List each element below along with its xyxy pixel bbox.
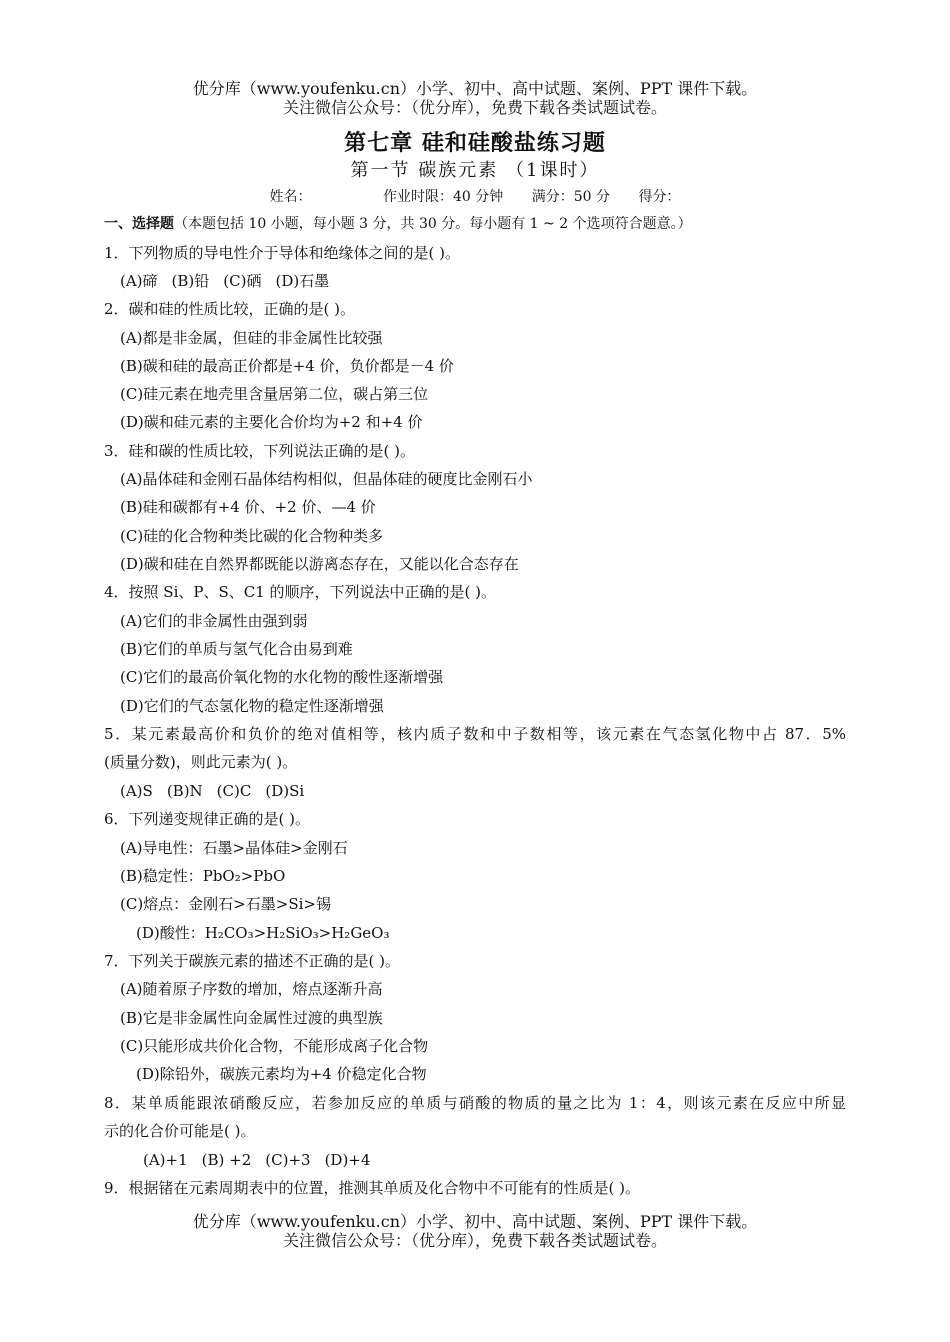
question-7-stem: 7．下列关于碳族元素的描述不正确的是( )。 [104,952,401,970]
question-8-stem-line-2: 示的化合价可能是( )。 [104,1122,256,1140]
question-4-option-d: (D)它们的气态氢化物的稳定性逐渐增强 [120,697,384,715]
option-a: (A)S [120,782,153,800]
bottom-banner [0,1212,950,1250]
question-3-option-c: (C)硅的化合物种类比碳的化合物种类多 [120,527,384,545]
option-c: (C)硒 [223,272,262,290]
chapter-title: 第七章 硅和硅酸盐练习题 [344,131,606,156]
option-c: (C)+3 [265,1151,311,1169]
option-d: (D)+4 [324,1151,371,1169]
section-title: 一、选择题 [104,216,174,232]
top-banner [0,79,950,117]
option-b: (B) +2 [201,1151,252,1169]
question-4-option-c: (C)它们的最高价氧化物的水化物的酸性逐渐增强 [120,668,444,686]
option-b: (B)N [166,782,203,800]
question-7-option-a: (A)随着原子序数的增加，熔点逐渐升高 [120,980,383,998]
name-label: 姓名： [269,189,312,205]
banner-line-2: 关注微信公众号：（优分库），免费下载各类试题试卷。 [282,98,667,117]
option-a: (A)+1 [143,1151,188,1169]
banner-line-2: 关注微信公众号：（优分库），免费下载各类试题试卷。 [282,1231,667,1250]
full-score: 满分：50 分 [531,189,610,205]
section-subtitle: 第一节 碳族元素 （1课时） [350,160,600,181]
question-4-option-a: (A)它们的非金属性由强到弱 [120,612,308,630]
score-label: 得分： [638,189,681,205]
question-4-stem: 4．按照 Si、P、S、C1 的顺序，下列说法中正确的是( )。 [104,583,497,601]
question-2-option-b: (B)碳和硅的最高正价都是+4 价，负价都是－4 价 [120,357,454,375]
exam-info [0,186,950,206]
question-6-option-c: (C)熔点：金刚石>石墨>Si>锡 [120,895,331,913]
question-1-options [120,271,343,291]
question-3-option-d: (D)碳和硅在自然界都既能以游离态存在，又能以化合态存在 [120,555,519,573]
question-7-option-d: (D)除铅外，碳族元素均为+4 价稳定化合物 [136,1065,427,1083]
question-7-option-c: (C)只能形成共价化合物，不能形成离子化合物 [120,1037,429,1055]
time-limit: 作业时限：40 分钟 [383,189,504,205]
question-3-option-b: (B)硅和碳都有+4 价、+2 价、—4 价 [120,498,376,516]
option-a: (A)碲 [120,272,158,290]
question-8-stem-line-1: 8．某单质能跟浓硝酸反应，若参加反应的单质与硝酸的物质的量之比为 1：4，则该元素在反应中所显 [104,1094,846,1112]
question-9-stem: 9．根据锗在元素周期表中的位置，推测其单质及化合物中不可能有的性质是( )。 [104,1179,641,1197]
question-2-stem: 2．碳和硅的性质比较，正确的是( )。 [104,300,356,318]
question-1-stem: 1．下列物质的导电性介于导体和绝缘体之间的是( )。 [104,244,461,262]
option-d: (D)Si [265,782,305,800]
question-6-stem: 6．下列递变规律正确的是( )。 [104,810,311,828]
option-b: (B)铅 [171,272,210,290]
question-8-options [143,1150,384,1170]
question-7-option-b: (B)它是非金属性向金属性过渡的典型族 [120,1009,383,1027]
question-6-option-a: (A)导电性：石墨>晶体硅>金刚石 [120,839,348,857]
question-5-stem-line-1: 5．某元素最高价和负价的绝对值相等，核内质子数和中子数相等，该元素在气态氢化物中占 87．5% [104,725,846,743]
question-5-options [120,781,318,801]
question-3-option-a: (A)晶体硅和金刚石晶体结构相似，但晶体硅的硬度比金刚石小 [120,470,533,488]
question-2-option-c: (C)硅元素在地壳里含量居第二位，碳占第三位 [120,385,429,403]
question-2-option-a: (A)都是非金属，但硅的非金属性比较强 [120,329,383,347]
banner-line-1: 优分库（www.youfenku.cn）小学、初中、高中试题、案例、PPT 课件下载。 [192,79,758,98]
question-6-option-b: (B)稳定性：PbO₂>PbO [120,867,286,885]
banner-line-1: 优分库（www.youfenku.cn）小学、初中、高中试题、案例、PPT 课件下载。 [192,1212,758,1231]
question-4-option-b: (B)它们的单质与氢气化合由易到难 [120,640,353,658]
question-3-stem: 3．硅和碳的性质比较，下列说法正确的是( )。 [104,442,416,460]
question-6-option-d: (D)酸性：H₂CO₃>H₂SiO₃>H₂GeO₃ [136,924,390,942]
option-d: (D)石墨 [275,272,330,290]
question-5-stem-line-2: (质量分数)，则此元素为( )。 [104,753,298,771]
section-heading [104,213,692,233]
option-c: (C)C [216,782,252,800]
section-note: （本题包括 10 小题，每小题 3 分，共 30 分。每小题有 1 ~ 2 个选项符合题意。） [174,216,692,232]
question-2-option-d: (D)碳和硅元素的主要化合价均为+2 和+4 价 [120,413,423,431]
